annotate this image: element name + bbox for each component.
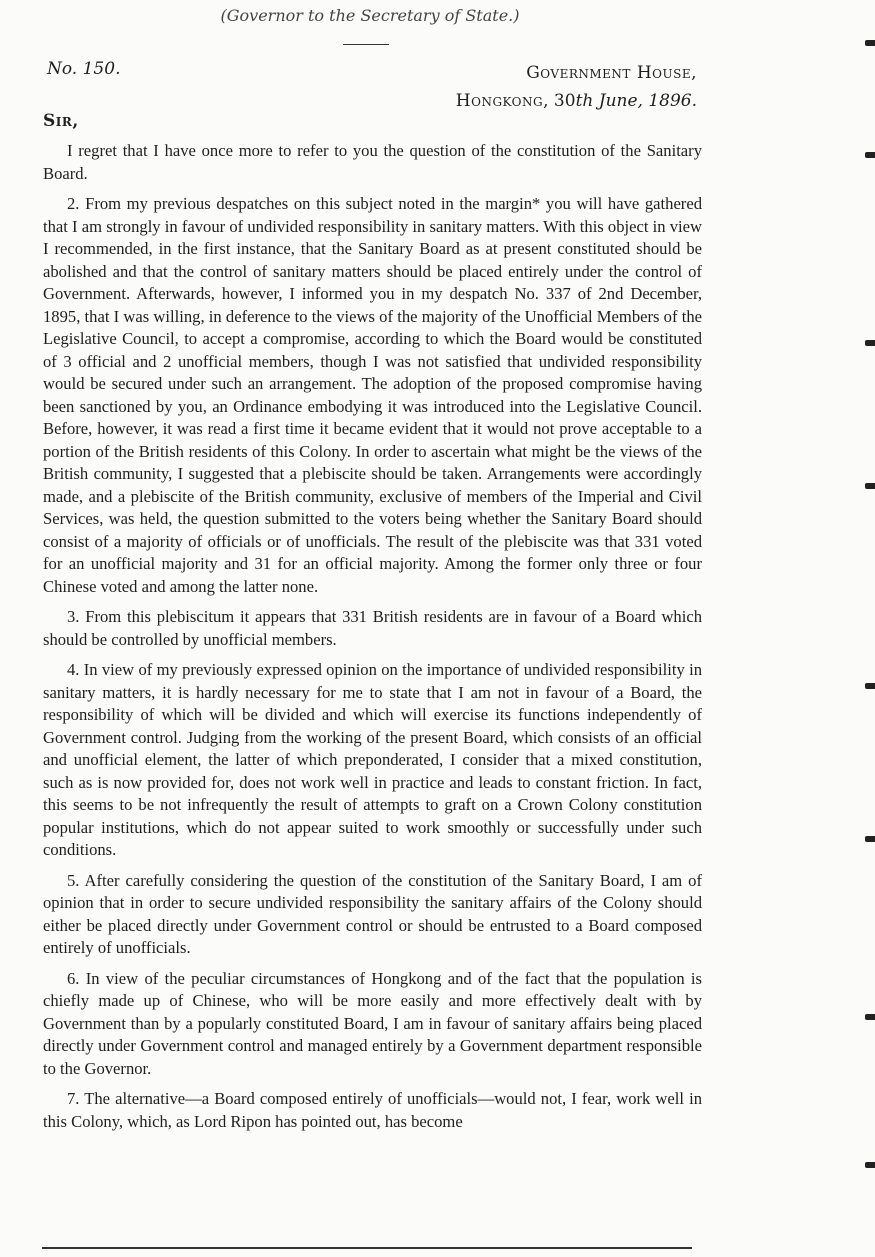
margin-mark [865, 152, 875, 158]
despatch-number: No. 150. [47, 59, 121, 79]
address-line: Government House, [526, 63, 697, 83]
paragraph-4: 4. In view of my previously expressed opinion on the importance of undivided responsibility in sanitary matters, it is hardly necessary for me to state that I am not in favour of a Board, the responsibility of which will be divided and which will exercise its functions independently of Government control. Judging from the working of the present Board, which consists of an official and unofficial element, the latter of which preponderated, I consider that a mixed constitution, such as is now provided for, does not work well in practice and leads to constant friction. In fact, this seems to be not infrequently the result of attempts to graft on a Crown Colony constitution popular institutions, which do not appear suited to work smoothly or successfully under such conditions. [43, 660, 702, 859]
paragraph-6: 6. In view of the peculiar circumstances of Hongkong and of the fact that the population is chiefly made up of Chinese, who will be more easily and more effectively dealt with by Government than by a popularly constituted Board, I am in favour of sanitary affairs being placed directly under Government control and managed entirely by a Government department responsible to the Governor. [43, 968, 702, 1078]
margin-mark [865, 483, 875, 489]
sender-address [456, 59, 697, 115]
address-date-ordinal: th [575, 91, 594, 111]
paragraph-5: 5. After carefully considering the question of the constitution of the Sanitary Board, I am of opinion that in order to secure undivided responsibility the sanitary affairs of the Colony should either be placed directly under Government control or should be entrusted to a Board composed entirely of unofficials. [43, 870, 702, 957]
address-date-line [456, 87, 697, 115]
address-date-suffix: June, 1896. [593, 91, 697, 111]
address-date-prefix: , 30 [543, 91, 576, 111]
margin-mark [865, 836, 875, 842]
margin-mark [865, 40, 875, 46]
heading-rule [343, 44, 389, 45]
margin-mark [865, 683, 875, 689]
paragraph-7: 7. The alternative—a Board composed entirely of unofficials—would not, I fear, work well in this Colony, which, as Lord Ripon has pointed out, has become [43, 1089, 702, 1131]
paragraph-2: 2. From my previous despatches on this subject noted in the margin* you will have gathered that I am strongly in favour of undivided responsibility in sanitary matters. With this object in view I recommended, in the first instance, that the Sanitary Board as at present constituted should be abolished and that the control of sanitary matters should be placed entirely under the control of Government. Afterwards, however, I informed you in my despatch No. 337 of 2nd December, 1895, that I was willing, in deference to the views of the majority of the Unofficial Members of the Legislative Council, to accept a compromise, according to which the Board would be constituted of 3 official and 2 unofficial members, though I was not satisfied that undivided responsibility would be secured under such an arrangement. The adoption of the proposed compromise having been sanctioned by you, an Ordinance embodying it was introduced into the Legislative Council. Before, however, it was read a first time it became evident that it would not prove acceptable to a portion of the British residents of this Colony. In order to ascertain what might be the views of the British community, I suggested that a plebiscite should be taken. Arrangements were accordingly made, and a plebiscite of the British community, exclusive of members of the Imperial and Civil Services, was held, the question submitted to the voters being whether the Sanitary Board should consist of a majority of officials or of unofficials. The result of the plebiscite was that 331 voted for an unofficial majority and 31 for an official majority. Among the former only three or four Chinese voted and among the latter none. [43, 194, 702, 596]
paragraph-3: 3. From this plebiscitum it appears that 331 British residents are in favour of a Board which should be controlled by unofficial members. [43, 607, 702, 649]
margin-mark [865, 1014, 875, 1020]
letter-body [43, 140, 702, 1141]
margin-mark [865, 340, 875, 346]
address-place: Hongkong [455, 91, 544, 111]
heading-note: (Governor to the Secretary of State.) [220, 6, 520, 25]
margin-mark [865, 1162, 875, 1168]
paragraph-1: I regret that I have once more to refer to you the question of the constitution of the Sanitary Board. [43, 141, 702, 183]
salutation: Sir, [43, 111, 79, 131]
footer-rule [42, 1247, 692, 1249]
